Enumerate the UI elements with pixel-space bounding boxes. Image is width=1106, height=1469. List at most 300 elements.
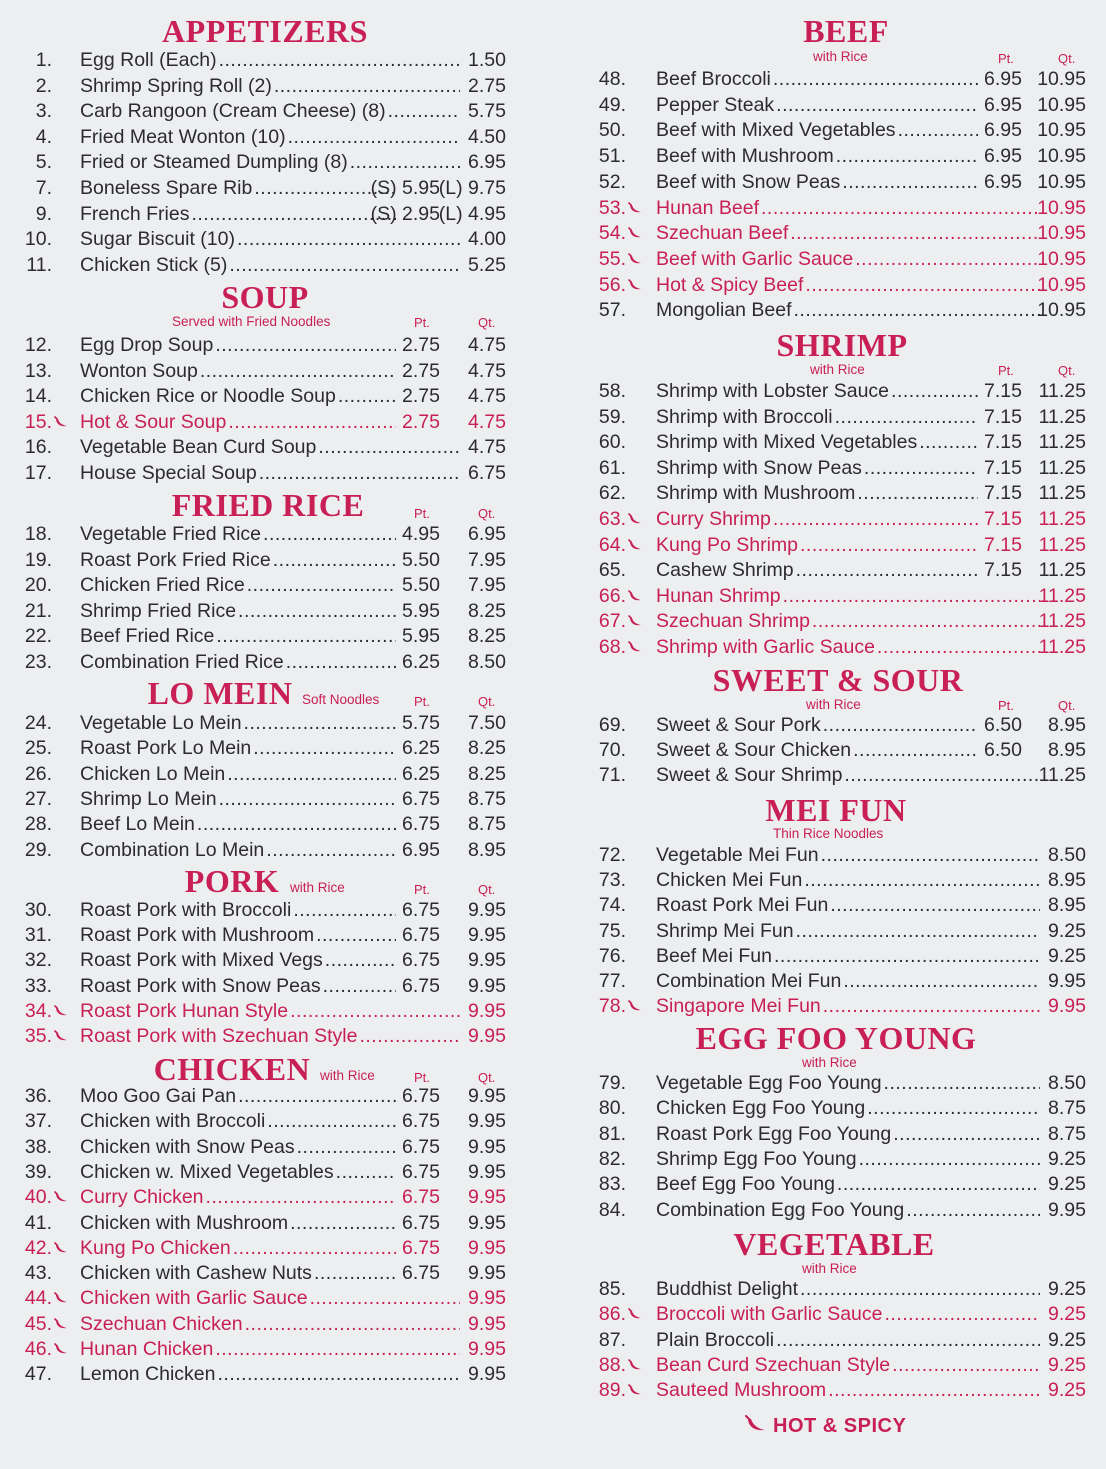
quart-price: 11.25 (1038, 610, 1086, 633)
quart-price: 2.75 (468, 74, 506, 97)
item-name-text: Beef Lo Mein (80, 813, 195, 836)
menu-item-row (0, 974, 530, 999)
menu-item-row (570, 609, 1106, 634)
pint-price: 6.95 (984, 119, 1022, 142)
section-title-text: SHRIMP (776, 327, 908, 363)
item-name-text: Beef Broccoli (656, 68, 771, 90)
quart-price: 8.50 (468, 651, 506, 673)
quart-price: 11.25 (1038, 482, 1086, 505)
item-number: 63. (598, 508, 626, 530)
item-name-text: Shrimp Mei Fun (656, 919, 794, 942)
item-number: 16. (24, 436, 52, 459)
menu-item-row (570, 944, 1106, 969)
section-title (18, 488, 518, 522)
item-name (656, 170, 978, 195)
dot-leader (200, 359, 396, 384)
menu-item-row (0, 1261, 530, 1286)
item-name (80, 812, 396, 837)
item-number: 5. (35, 151, 52, 174)
section-title-text: MEI FUN (765, 792, 907, 828)
item-name-text: Combination Lo Mein (80, 838, 265, 861)
item-name-text: Beef with Mushroom (656, 145, 834, 168)
item-name (656, 379, 978, 404)
pt-column-header: Pt. (998, 51, 1014, 66)
quart-price: 8.95 (1048, 894, 1086, 917)
item-number: 25. (24, 737, 52, 760)
quart-price: 6.95 (468, 151, 506, 174)
pint-price: 6.75 (402, 1236, 440, 1259)
item-name-text: Buddhist Delight (656, 1278, 799, 1300)
chili-pepper-icon (745, 1415, 767, 1433)
item-name (656, 969, 1040, 994)
dot-leader (238, 599, 396, 624)
dot-leader (844, 763, 1040, 788)
item-name (656, 298, 1040, 323)
item-name-text: Vegetable Bean Curd Soup (80, 436, 317, 459)
dot-leader (215, 333, 396, 358)
section-subtitle: with Rice (810, 362, 865, 377)
quart-price: 10.95 (1037, 170, 1086, 193)
item-name-text: Chicken with Mushroom (80, 1211, 289, 1234)
item-name-text: Roast Pork with Szechuan Style (80, 1025, 358, 1047)
section-title (584, 1227, 1084, 1261)
item-number: 33. (24, 974, 52, 997)
section-title (0, 1052, 482, 1086)
menu-item-row (0, 599, 530, 624)
menu-item-row (0, 736, 530, 761)
item-name (656, 67, 978, 92)
quart-price: 9.95 (468, 1025, 506, 1047)
item-number: 3. (35, 100, 52, 123)
item-name-text: Combination Mei Fun (656, 970, 842, 992)
menu-item-row (570, 118, 1106, 143)
item-name-text: Sauteed Mushroom (656, 1379, 827, 1402)
item-name (656, 868, 1040, 893)
item-name-text: Boneless Spare Rib (80, 177, 253, 199)
item-name-text: Singapore Mei Fun (656, 995, 821, 1018)
pint-price: 5.95 (402, 599, 440, 622)
item-name (80, 1211, 396, 1236)
item-name-text: Shrimp with Garlic Sauce (656, 636, 875, 658)
dot-leader (804, 868, 1040, 893)
pint-price: 6.95 (984, 145, 1022, 168)
item-name-text: Bean Curd Szechuan Style (656, 1353, 891, 1376)
quart-price: (L) 4.95 (438, 202, 506, 225)
item-number: 26. (24, 762, 52, 785)
dot-leader (293, 898, 396, 923)
dot-leader (310, 1286, 460, 1311)
item-name (80, 898, 396, 923)
item-number: 29. (24, 838, 52, 861)
section-subtitle: with Rice (802, 1055, 857, 1070)
item-name (656, 273, 1040, 298)
quart-price: 9.95 (468, 1186, 506, 1209)
item-number: 20. (24, 574, 52, 597)
item-name-text: Pepper Steak (656, 93, 775, 116)
item-name-text: Beef Egg Foo Young (656, 1173, 835, 1196)
menu-item-row (0, 74, 530, 99)
item-number: 79. (598, 1072, 626, 1094)
item-name-text: Chicken with Cashew Nuts (80, 1262, 312, 1285)
quart-price: 7.95 (468, 548, 506, 571)
quart-price: 11.25 (1038, 764, 1086, 787)
item-name (80, 923, 396, 948)
item-name (656, 893, 1040, 918)
quart-price: 8.50 (1048, 844, 1086, 866)
quart-price: 8.50 (1048, 1072, 1086, 1094)
dot-leader (263, 522, 396, 547)
dot-leader (216, 624, 396, 649)
dot-leader (800, 533, 978, 558)
item-name (656, 635, 1040, 660)
pint-price: (S) 2.95 (370, 202, 440, 225)
pt-column-header: Pt. (414, 694, 430, 709)
item-number: 80. (598, 1097, 626, 1120)
menu-item-row (0, 253, 530, 278)
section-subtitle: with Rice (290, 880, 345, 895)
section-title (0, 676, 470, 710)
section-subtitle: Served with Fried Noodles (172, 314, 331, 329)
chili-pepper-icon (628, 641, 642, 653)
dot-leader (828, 1378, 1040, 1403)
dot-leader (218, 1362, 461, 1387)
item-number: 58. (598, 380, 626, 402)
quart-price: 8.75 (1048, 1122, 1086, 1145)
dot-leader (206, 1185, 396, 1210)
menu-item-row (0, 359, 530, 384)
item-name (80, 74, 460, 99)
pint-price: 7.15 (984, 533, 1022, 556)
item-name (80, 522, 396, 547)
item-name-text: Shrimp with Snow Peas (656, 456, 862, 479)
item-name-text: Wonton Soup (80, 359, 198, 382)
menu-item-row (570, 170, 1106, 195)
section-subtitle: with Rice (806, 697, 861, 712)
quart-price: 11.25 (1038, 456, 1086, 479)
item-name (656, 713, 978, 738)
dot-leader (836, 144, 978, 169)
item-name (80, 974, 396, 999)
menu-item-row (570, 1353, 1106, 1378)
pint-price: 5.50 (402, 574, 440, 597)
pint-price: (S) 5.95 (370, 177, 440, 199)
item-number: 54. (598, 222, 626, 245)
item-number: 7. (35, 177, 52, 199)
quart-price: 9.95 (1048, 995, 1086, 1018)
menu-item-row (0, 1236, 530, 1261)
section-title-text: LO MEIN (147, 675, 293, 711)
dot-leader (892, 1353, 1040, 1378)
dot-leader (885, 1302, 1041, 1327)
item-name (656, 1353, 1040, 1378)
dot-leader (318, 435, 460, 460)
item-number: 83. (598, 1173, 626, 1196)
item-name (80, 1024, 460, 1049)
chili-pepper-icon (628, 227, 642, 239)
menu-item-row (0, 812, 530, 837)
item-number: 4. (35, 125, 52, 148)
pint-price: 6.75 (402, 1135, 440, 1158)
item-name (80, 176, 396, 201)
item-name (80, 1362, 460, 1387)
quart-price: 8.25 (468, 625, 506, 648)
item-number: 67. (598, 610, 626, 633)
item-number: 87. (598, 1328, 626, 1351)
menu-item-row (570, 763, 1106, 788)
quart-price: 4.75 (468, 334, 506, 356)
dot-leader (893, 1122, 1040, 1147)
quart-price: 9.95 (468, 1236, 506, 1259)
menu-item-row (0, 762, 530, 787)
menu-item-row (0, 384, 530, 409)
dot-leader (244, 711, 396, 736)
item-name-text: Moo Goo Gai Pan (80, 1085, 237, 1107)
quart-price: 10.95 (1037, 93, 1086, 116)
item-name (656, 944, 1040, 969)
hot-spicy-legend (745, 1414, 906, 1444)
item-number: 75. (598, 919, 626, 942)
dot-leader (266, 838, 396, 863)
item-name (656, 507, 978, 532)
section-title (15, 14, 515, 48)
dot-leader (338, 384, 396, 409)
section-title-text: EGG FOO YOUNG (695, 1020, 977, 1056)
item-name-text: Vegetable Fried Rice (80, 523, 262, 545)
qt-column-header: Qt. (478, 315, 496, 330)
item-name (656, 456, 978, 481)
pint-price: 2.75 (402, 359, 440, 382)
item-name (656, 1122, 1040, 1147)
item-name-text: Beef with Snow Peas (656, 170, 841, 193)
item-name-text: Chicken Lo Mein (80, 762, 226, 785)
item-name (656, 405, 978, 430)
menu-item-row (570, 1122, 1106, 1147)
item-name-text: Curry Shrimp (656, 508, 771, 530)
menu-item-row (570, 93, 1106, 118)
item-name-text: Vegetable Egg Foo Young (656, 1072, 882, 1094)
quart-price: 9.25 (1048, 944, 1086, 967)
menu-item-row (570, 1378, 1106, 1403)
item-name (656, 1096, 1040, 1121)
item-name-text: Beef with Garlic Sauce (656, 247, 854, 270)
pint-price: 7.15 (984, 431, 1022, 454)
item-number: 66. (598, 584, 626, 607)
pint-price: 5.95 (402, 625, 440, 648)
dot-leader (761, 196, 1040, 221)
section-title (15, 280, 515, 314)
menu-item-row (570, 584, 1106, 609)
dot-leader (853, 738, 978, 763)
dot-leader (290, 1211, 396, 1236)
item-name (80, 762, 396, 787)
item-name-text: Shrimp with Broccoli (656, 405, 833, 428)
quart-price: 4.00 (468, 228, 506, 251)
menu-item-row (570, 221, 1106, 246)
quart-price: 7.50 (468, 712, 506, 734)
item-name-text: Cashew Shrimp (656, 559, 794, 582)
item-number: 36. (24, 1085, 52, 1107)
item-number: 61. (598, 456, 626, 479)
dot-leader (830, 893, 1040, 918)
menu-item-row (0, 150, 530, 175)
section-title-text: VEGETABLE (733, 1226, 935, 1262)
quart-price: 10.95 (1037, 68, 1086, 90)
menu-item-row (570, 738, 1106, 763)
dot-leader (821, 843, 1040, 868)
chili-pepper-icon (628, 590, 642, 602)
item-name-text: Vegetable Mei Fun (656, 844, 819, 866)
quart-price: 6.95 (468, 523, 506, 545)
dot-leader (776, 1328, 1040, 1353)
item-name-text: Chicken with Broccoli (80, 1110, 266, 1133)
item-number: 38. (24, 1135, 52, 1158)
quart-price: 11.25 (1038, 508, 1086, 530)
item-number: 40. (24, 1186, 52, 1209)
item-name (80, 1337, 460, 1362)
item-name-text: Chicken with Garlic Sauce (80, 1287, 308, 1310)
menu-item-row (570, 1198, 1106, 1223)
pint-price: 6.75 (402, 924, 440, 947)
dot-leader (773, 67, 978, 92)
dot-leader (325, 948, 396, 973)
item-number: 71. (598, 764, 626, 787)
menu-item-row (0, 125, 530, 150)
qt-column-header: Qt. (478, 882, 496, 897)
item-name-text: Hunan Shrimp (656, 584, 781, 607)
item-name (80, 99, 460, 124)
item-name-text: Chicken Mei Fun (656, 869, 803, 892)
item-name-text: French Fries (80, 202, 190, 225)
pint-price: 7.15 (984, 456, 1022, 479)
dot-leader (877, 635, 1040, 660)
quart-price: 1.50 (468, 49, 506, 71)
item-number: 37. (24, 1110, 52, 1133)
dot-leader (229, 253, 460, 278)
item-name-text: Szechuan Beef (656, 222, 789, 245)
pint-price: 6.75 (402, 1211, 440, 1234)
chili-pepper-icon (54, 416, 68, 428)
dot-leader (843, 969, 1040, 994)
chili-pepper-icon (54, 1030, 68, 1042)
item-number: 39. (24, 1160, 52, 1183)
quart-price: 9.25 (1048, 1328, 1086, 1351)
item-name (656, 196, 1040, 221)
section-subtitle: with Rice (813, 49, 868, 64)
item-number: 86. (598, 1303, 626, 1326)
dot-leader (237, 227, 460, 252)
dot-leader (219, 48, 460, 73)
dot-leader (290, 999, 460, 1024)
item-number: 41. (24, 1211, 52, 1234)
quart-price: 11.25 (1038, 431, 1086, 454)
quart-price: 9.25 (1048, 1303, 1086, 1326)
item-number: 47. (24, 1363, 52, 1386)
section-title-text: SOUP (221, 279, 309, 315)
item-number: 64. (598, 533, 626, 556)
quart-price: 11.25 (1038, 380, 1086, 402)
quart-price: 4.50 (468, 125, 506, 148)
item-number: 17. (24, 462, 52, 484)
section-title-text: APPETIZERS (162, 13, 368, 49)
menu-item-row (0, 624, 530, 649)
menu-item-row (570, 919, 1106, 944)
dot-leader (197, 812, 396, 837)
item-number: 52. (598, 170, 626, 193)
qt-column-header: Qt. (478, 506, 496, 521)
item-number: 49. (598, 93, 626, 116)
item-name-text: Sweet & Sour Shrimp (656, 764, 843, 787)
dot-leader (238, 1084, 396, 1109)
item-number: 45. (24, 1312, 52, 1335)
item-number: 68. (598, 636, 626, 658)
item-name-text: Shrimp with Mushroom (656, 482, 856, 505)
chili-pepper-icon (628, 202, 642, 214)
pt-column-header: Pt. (414, 882, 430, 897)
quart-price: 5.25 (468, 253, 506, 276)
item-name-text: Hot & Sour Soup (80, 410, 227, 433)
item-number: 51. (598, 145, 626, 168)
item-name (80, 227, 460, 252)
item-name (80, 384, 396, 409)
menu-item-row (570, 1302, 1106, 1327)
dot-leader (233, 1236, 396, 1261)
chili-pepper-icon (628, 1308, 642, 1320)
item-name-text: Mongolian Beef (656, 299, 792, 322)
quart-price: 9.95 (468, 1211, 506, 1234)
pint-price: 7.15 (984, 380, 1022, 402)
menu-item-row (0, 1084, 530, 1109)
item-number: 44. (24, 1287, 52, 1310)
quart-price: 5.75 (468, 100, 506, 123)
quart-price: 9.95 (468, 899, 506, 921)
section-title-text: CHICKEN (153, 1051, 311, 1087)
item-name-text: Roast Pork with Broccoli (80, 899, 292, 921)
chili-pepper-icon (628, 513, 642, 525)
quart-price: 10.95 (1037, 145, 1086, 168)
item-number: 62. (598, 482, 626, 505)
item-name (656, 1198, 1040, 1223)
item-name (656, 738, 978, 763)
item-name-text: Egg Drop Soup (80, 334, 214, 356)
item-name-text: Roast Pork with Mixed Vegs (80, 949, 323, 972)
menu-item-row (570, 1096, 1106, 1121)
item-number: 13. (24, 359, 52, 382)
item-name (80, 1160, 396, 1185)
item-number: 30. (24, 899, 52, 921)
dot-leader (867, 1096, 1040, 1121)
item-name-text: Combination Egg Foo Young (656, 1198, 905, 1221)
menu-item-row (0, 410, 530, 435)
item-number: 15. (24, 410, 52, 433)
menu-item-row (0, 923, 530, 948)
item-name-text: Shrimp with Lobster Sauce (656, 380, 890, 402)
item-name-text: Shrimp with Mixed Vegetables (656, 431, 918, 454)
qt-column-header: Qt. (478, 694, 496, 709)
menu-item-row (0, 48, 530, 73)
dot-leader (286, 650, 396, 675)
item-name (656, 994, 1040, 1019)
item-number: 59. (598, 405, 626, 428)
quart-price: 9.95 (468, 1085, 506, 1107)
item-name-text: Broccoli with Garlic Sauce (656, 1303, 883, 1326)
item-number: 77. (598, 970, 626, 992)
item-number: 84. (598, 1198, 626, 1221)
pint-price: 7.15 (984, 405, 1022, 428)
menu-item-row (570, 67, 1106, 92)
pt-column-header: Pt. (998, 698, 1014, 713)
item-name-text: Lemon Chicken (80, 1363, 216, 1386)
menu-item-row (0, 999, 530, 1024)
